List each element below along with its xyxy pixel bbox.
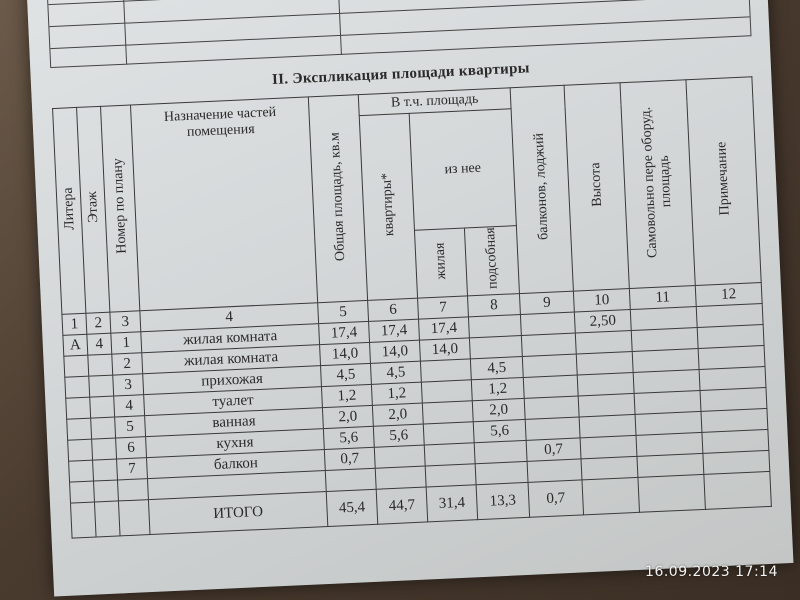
- row-floor: [90, 396, 115, 418]
- row-room-name: ванная: [145, 408, 324, 437]
- row-height: [581, 456, 638, 480]
- column-number: 10: [573, 289, 630, 313]
- document-sheet: [27, 0, 794, 596]
- row-apartment-area: 2,0: [372, 403, 423, 426]
- row-litera: [69, 460, 94, 482]
- row-room-name: жилая комната: [142, 345, 321, 374]
- header-self-rebuilt: Самовольно пере оборуд. площадь: [620, 80, 695, 289]
- row-living-area: [420, 359, 471, 382]
- row-balcony-area: [525, 417, 580, 440]
- row-balcony-area: [527, 459, 582, 482]
- row-height: [578, 393, 635, 417]
- row-height: [575, 331, 632, 355]
- header-incl-area: В т.ч. площадь: [358, 88, 511, 116]
- row-self-rebuilt: [634, 390, 701, 414]
- row-floor: [88, 354, 113, 376]
- column-number: 1: [62, 313, 87, 335]
- row-litera: [68, 439, 93, 461]
- row-living-area: 17,4: [419, 317, 470, 340]
- row-total-area: 5,6: [323, 426, 374, 449]
- row-height: [579, 414, 636, 438]
- row-room-name: кухня: [146, 429, 325, 458]
- row-plan-number: 4: [114, 395, 145, 417]
- row-self-rebuilt: [631, 328, 698, 352]
- row-balcony-area: 0,7: [526, 438, 581, 461]
- row-litera: [70, 481, 95, 503]
- row-auxiliary-area: [469, 336, 522, 359]
- header-note: Примечание: [686, 77, 761, 286]
- row-height: [576, 351, 633, 375]
- row-plan-number: 7: [117, 458, 148, 480]
- row-apartment-area: 4,5: [370, 361, 421, 384]
- row-apartment-area: [375, 466, 426, 489]
- row-floor: [91, 417, 116, 439]
- row-note: [701, 408, 768, 432]
- totals-balcony-area: 0,7: [528, 480, 584, 517]
- column-number: 12: [695, 283, 762, 307]
- totals-label: ИТОГО: [148, 492, 327, 535]
- row-note: [702, 429, 769, 453]
- row-room-name: балкон: [147, 450, 326, 479]
- row-auxiliary-area: [474, 440, 527, 463]
- row-note: [699, 366, 766, 390]
- row-litera: [64, 355, 89, 377]
- row-plan-number: 5: [115, 416, 146, 438]
- row-floor: [89, 375, 114, 397]
- totals-blank: [94, 501, 120, 537]
- column-number: 11: [629, 286, 696, 310]
- section-title: II. Экспликация площади квартиры: [271, 60, 531, 89]
- row-self-rebuilt: [633, 369, 700, 393]
- header-living: жилая: [414, 228, 467, 298]
- header-balconies: балконов, лоджий: [510, 85, 573, 293]
- totals-blank: [638, 474, 706, 512]
- row-note: [698, 346, 765, 370]
- row-living-area: 14,0: [419, 338, 470, 361]
- row-plan-number: 2: [112, 353, 143, 375]
- row-auxiliary-area: 4,5: [470, 356, 523, 379]
- row-living-area: [423, 422, 474, 445]
- row-litera: [65, 376, 90, 398]
- row-living-area: [421, 380, 472, 403]
- header-apartment: квартиры*: [359, 113, 417, 300]
- row-total-area: 4,5: [321, 363, 372, 386]
- row-total-area: 0,7: [324, 447, 375, 470]
- row-apartment-area: 14,0: [370, 340, 421, 363]
- row-balcony-area: [521, 333, 576, 356]
- row-room-name: туалет: [144, 387, 323, 416]
- row-auxiliary-area: [468, 315, 521, 338]
- row-room-name: жилая комната: [141, 324, 320, 353]
- totals-total-area: 45,4: [326, 489, 378, 526]
- totals-blank: [118, 500, 150, 536]
- column-number: 8: [468, 294, 521, 317]
- row-auxiliary-area: [475, 461, 528, 484]
- totals-auxiliary-area: 13,3: [476, 482, 530, 519]
- row-note: [696, 304, 763, 328]
- header-litera: Литера: [53, 107, 86, 314]
- row-total-area: 17,4: [319, 321, 370, 344]
- previous-table-fragment: [47, 0, 752, 68]
- row-balcony-area: [523, 375, 578, 398]
- column-number: 3: [110, 311, 141, 333]
- header-plan-number: Номер по плану: [101, 105, 140, 312]
- row-balcony-area: [522, 354, 577, 377]
- row-self-rebuilt: [637, 453, 704, 477]
- row-total-area: 14,0: [320, 342, 371, 365]
- photo-timestamp: 16.09.2023 17:14: [645, 564, 778, 580]
- row-auxiliary-area: 2,0: [472, 398, 525, 421]
- row-balcony-area: [520, 312, 575, 335]
- row-apartment-area: 17,4: [369, 319, 420, 342]
- row-living-area: [422, 401, 473, 424]
- column-number: 4: [140, 303, 319, 332]
- row-floor: 4: [87, 333, 112, 355]
- header-total-area: Общая площадь, кв.м: [308, 95, 367, 303]
- row-room-name: прихожая: [143, 366, 322, 395]
- row-note: [703, 450, 770, 474]
- row-plan-number: 1: [111, 332, 142, 354]
- totals-apartment-area: 44,7: [376, 487, 428, 524]
- row-apartment-area: 5,6: [373, 424, 424, 447]
- row-litera: [67, 418, 92, 440]
- row-plan-number: 3: [113, 374, 144, 396]
- room-rows: [63, 304, 770, 504]
- header-of-which: из нее: [409, 109, 516, 231]
- header-floor: Этаж: [77, 106, 110, 313]
- column-number: 5: [318, 300, 369, 323]
- column-number: 6: [368, 298, 419, 321]
- row-plan-number: 6: [116, 437, 147, 459]
- row-floor: [92, 438, 117, 460]
- row-plan-number: [117, 479, 148, 501]
- row-balcony-area: [524, 396, 579, 419]
- row-apartment-area: [374, 445, 425, 468]
- row-height: [580, 435, 637, 459]
- totals-blank: [70, 502, 96, 538]
- row-living-area: [425, 464, 476, 487]
- row-self-rebuilt: [635, 411, 702, 435]
- row-auxiliary-area: 1,2: [471, 377, 524, 400]
- row-self-rebuilt: [632, 349, 699, 373]
- row-note: [697, 325, 764, 349]
- row-auxiliary-area: 5,6: [473, 419, 526, 442]
- row-height: 2,50: [574, 310, 631, 334]
- row-litera: [66, 397, 91, 419]
- header-purpose: Назначение частей помещения: [131, 97, 318, 311]
- row-height: [577, 372, 634, 396]
- header-auxiliary: подсобная: [464, 226, 519, 296]
- row-self-rebuilt: [630, 307, 697, 331]
- row-living-area: [424, 443, 475, 466]
- row-total-area: 2,0: [322, 405, 373, 428]
- header-height: Высота: [564, 83, 629, 291]
- column-number: 7: [418, 296, 469, 319]
- row-note: [700, 387, 767, 411]
- column-number: 9: [519, 291, 574, 314]
- totals-blank: [704, 471, 772, 509]
- row-litera: А: [63, 334, 88, 356]
- row-self-rebuilt: [636, 432, 703, 456]
- row-floor: [93, 459, 118, 481]
- row-apartment-area: 1,2: [371, 382, 422, 405]
- totals-blank: [582, 477, 640, 515]
- row-total-area: 1,2: [321, 384, 372, 407]
- row-floor: [94, 480, 119, 502]
- row-total-area: [325, 468, 376, 491]
- column-number: 2: [86, 312, 111, 334]
- apartment-area-table: [52, 76, 772, 538]
- totals-living-area: 31,4: [426, 485, 478, 522]
